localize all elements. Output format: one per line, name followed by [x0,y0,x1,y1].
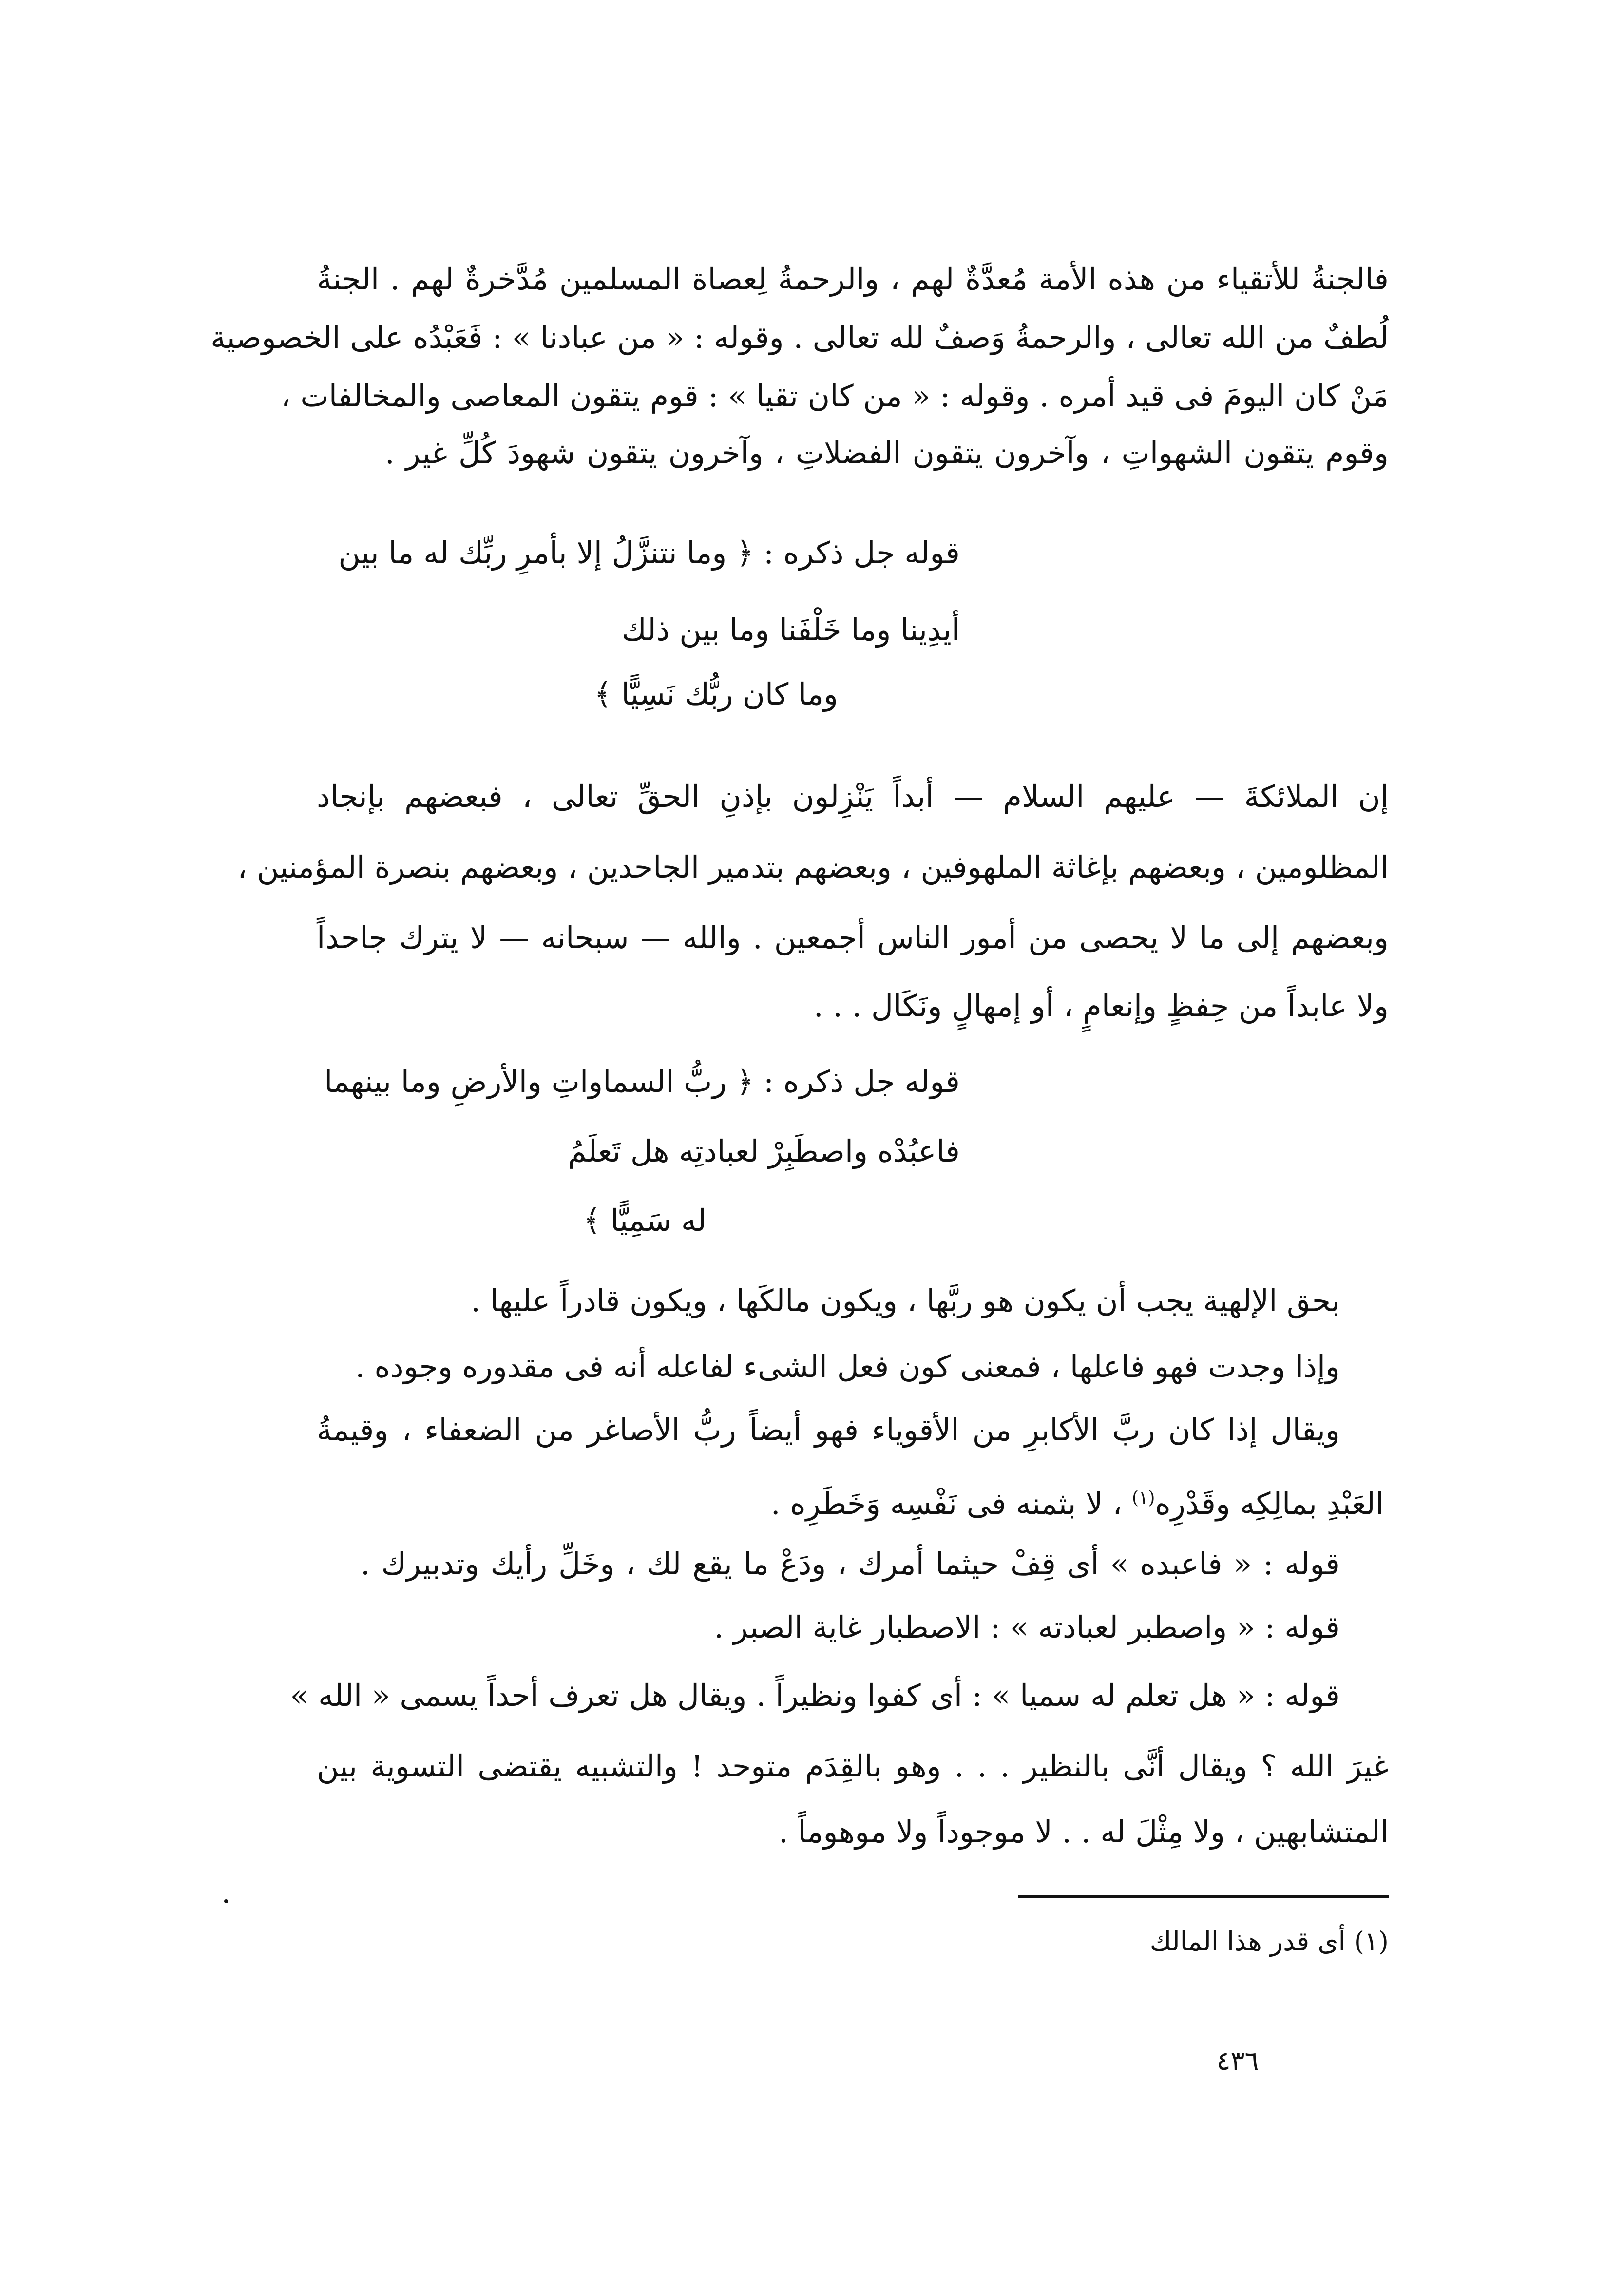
paragraph-3-line-3: ويقال إذا كان ربَّ الأكابرِ من الأقوياء فهو أيضاً ربُّ الأصاغر من الضعفاء ، وقيمةُ [317,1412,1340,1448]
paragraph-3-line-1: بحق الإلهية يجب أن يكون هو ربَّها ، ويكون مالكَها ، ويكون قادراً عليها . [471,1283,1340,1318]
verse-1-line-2: أيدِينا وما خَلْفَنا وما بين ذلك [621,612,960,648]
margin-speck [224,1899,228,1903]
paragraph-2-line-1: إن الملائكةَ — عليهم السلام — أبداً يَنْزِلون بإذنِ الحقِّ تعالى ، فبعضهم بإنجاد [317,779,1389,814]
footnote-divider [1018,1895,1389,1898]
paragraph-2-line-4: ولا عابداً من حِفظٍ وإنعامٍ ، أو إمهالٍ ونَكَال . . . [813,988,1389,1024]
paragraph-3-line-9: المتشابهين ، ولا مِثْلَ له . . لا موجوداً ولا موهوماً . [779,1814,1389,1850]
paragraph-3-line-5: قوله : « فاعبده » أى قِفْ حيثما أمرك ، ودَعْ ما يقع لك ، وخَلِّ رأيك وتدبيرك . [361,1546,1340,1582]
paragraph-2-line-2: المظلومين ، وبعضهم بإغاثة الملهوفين ، وبعضهم بتدمير الجاحدين ، وبعضهم بنصرة المؤمنين ، [237,849,1389,885]
verse-1-line-1: قوله جل ذكره : ﴿ وما نتنزَّلُ إلا بأمرِ ربِّك له ما بين [338,535,960,571]
paragraph-2-line-3: وبعضهم إلى ما لا يحصى من أمور الناس أجمعين . والله — سبحانه — لا يترك جاحداً [317,920,1389,955]
paragraph-3-line-7: قوله : « هل تعلم له سميا » : أى كفوا ونظيراً . ويقال هل تعرف أحداً يسمى « الله » [290,1678,1340,1713]
footnote-marker: (١) [1131,1488,1155,1508]
verse-2-line-2: فاعبُدْه واصطَبِرْ لعبادتِه هل تَعلَمُ [568,1133,960,1169]
paragraph-3-line-4: العَبْدِ بمالِكِه وقَدْرِه$^{(١)}$ ، لا بثمنه فى نَفْسِه وَخَطَرِه . [770,1486,1384,1522]
paragraph-3-line-2: وإذا وجدت فهو فاعلها ، فمعنى كون فعل الشىء لفاعله أنه فى مقدوره وجوده . [355,1349,1340,1384]
verse-1-line-3: وما كان ربُّك نَسِيًّا ﴾ [594,676,838,712]
footnote: (١) أى قدر هذا المالك [1149,1926,1389,1957]
paragraph-3-line-8: غيرَ الله ؟ ويقال أنَّى بالنظير . . . وهو بالقِدَم متوحد ! والتشبيه يقتضى التسوية بين [317,1748,1389,1784]
verse-2-line-1: قوله جل ذكره : ﴿ ربُّ السماواتِ والأرضِ وما بينهما [324,1064,960,1099]
verse-2-line-3: له سَمِيًّا ﴾ [583,1203,707,1238]
paragraph-1-line-3: مَنْ كان اليومَ فى قيد أمره . وقوله : « من كان تقيا » : قوم يتقون المعاصى والمخالفات ، [281,378,1389,414]
paragraph-1-line-1: فالجنةُ للأتقياء من هذه الأمة مُعدَّةٌ لهم ، والرحمةُ لِعصاة المسلمين مُدَّخرةٌ لهم . الجنةُ [317,261,1389,297]
paragraph-1-line-4: وقوم يتقون الشهواتِ ، وآخرون يتقون الفضلاتِ ، وآخرون يتقون شهودَ كُلِّ غير . [385,435,1389,471]
paragraph-3-line-6: قوله : « واصطبر لعبادته » : الاصطبار غاية الصبر . [714,1609,1340,1645]
paragraph-1-line-2: لُطفٌ من الله تعالى ، والرحمةُ وَصفٌ لله تعالى . وقوله : « من عبادنا » : فَعَبْدُه على الخصوصية [210,320,1389,355]
page-number: ٤٣٦ [1216,2045,1259,2076]
